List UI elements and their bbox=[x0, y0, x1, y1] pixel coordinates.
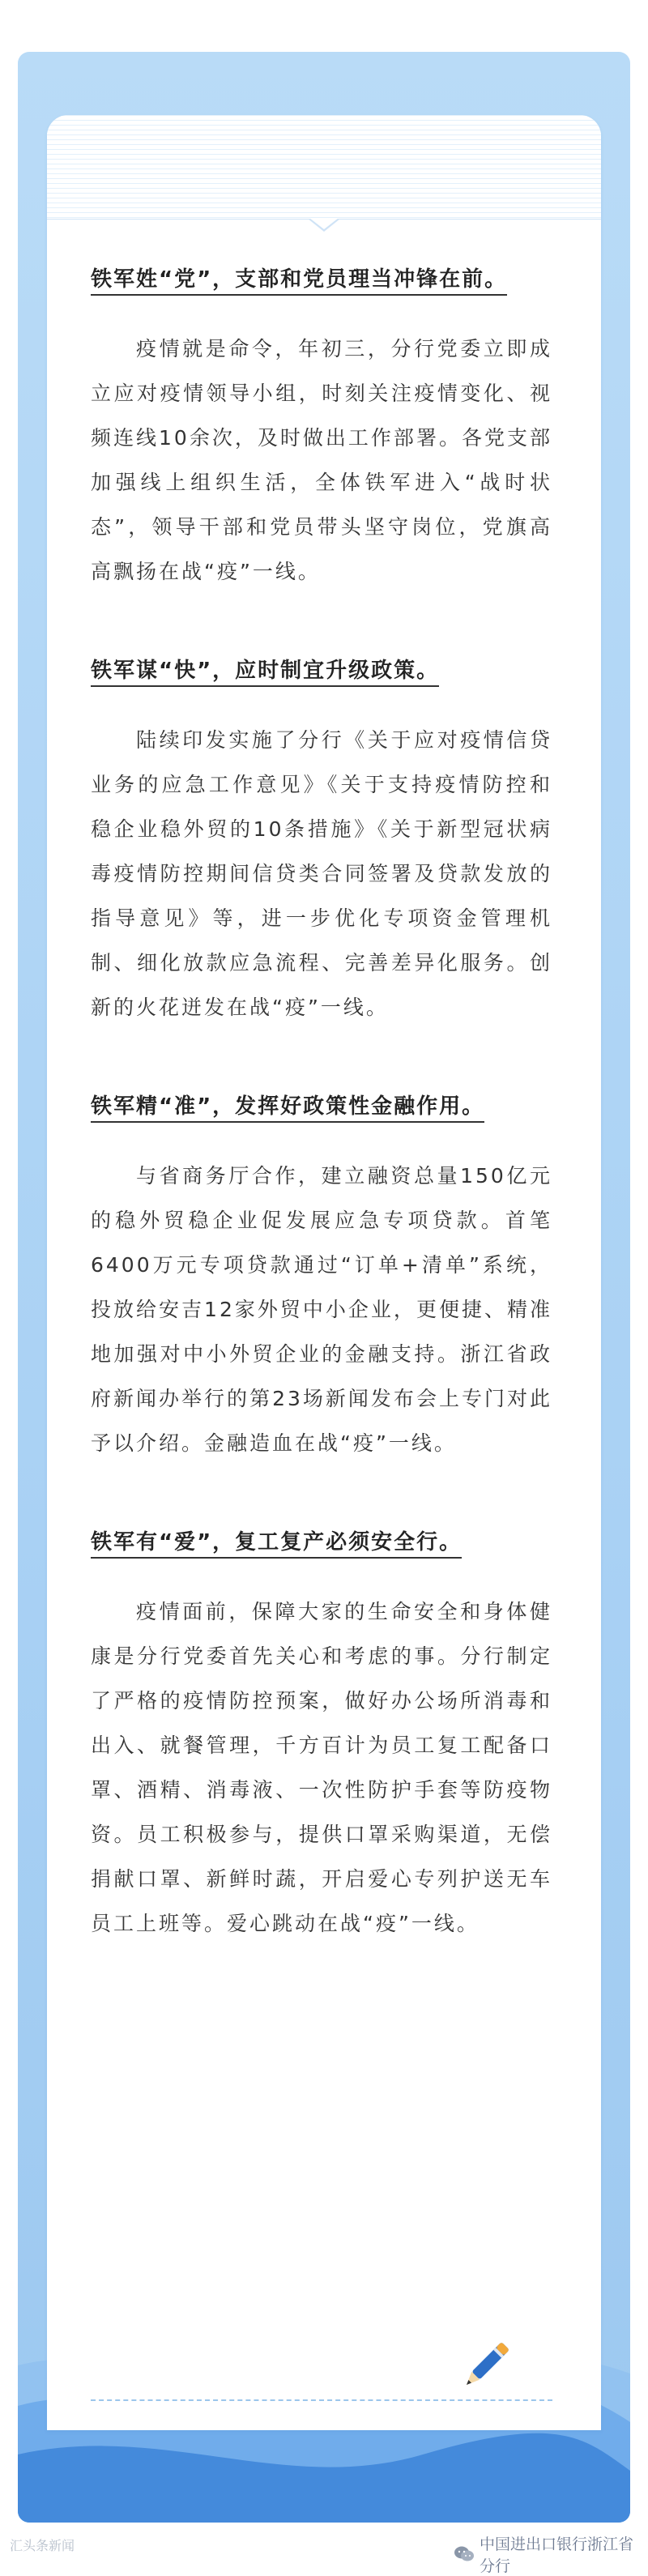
section-body: 与省商务厅合作，建立融资总量150亿元的稳外贸稳企业促发展应急专项贷款。首笔6400万元专项贷款通过“订单+清单”系统，投放给安吉12家外贸中小企业，更便捷、精准地加强对中小外贸企业的金融支持。浙江省政府新闻办举行的第23场新闻发布会上专门对此予以介绍。金融造血在战“疫”一线。 bbox=[91, 1164, 552, 1455]
section-body: 疫情就是命令，年初三，分行党委立即成立应对疫情领导小组，时刻关注疫情变化、视频连线10余次，及时做出工作部署。各党支部加强线上组织生活，全体铁军进入“战时状态”，领导干部和党员带头坚守岗位，党旗高高飘扬在战“疫”一线。 bbox=[91, 337, 552, 583]
card-header-stripes bbox=[47, 115, 601, 220]
section-love bbox=[91, 1522, 552, 1946]
section-title: 铁军精“准”，发挥好政策性金融作用。 bbox=[91, 1094, 484, 1123]
section-precise bbox=[91, 1086, 552, 1465]
section-body: 疫情面前，保障大家的生命安全和身体健康是分行党委首先关心和考虑的事。分行制定了严格的疫情防控预案，做好办公场所消毒和出入、就餐管理，千方百计为员工复工配备口罩、酒精、消毒液、一次性防护手套等防疫物资。员工积极参与，提供口罩采购渠道，无偿捐献口罩、新鲜时蔬，开启爱心专列护送无车员工上班等。爱心跳动在战“疫”一线。 bbox=[91, 1600, 552, 1935]
account-name: 中国进出口银行浙江省分行 bbox=[480, 2535, 634, 2575]
article-content bbox=[91, 259, 552, 2002]
section-body: 陆续印发实施了分行《关于应对疫情信贷业务的应急工作意见》《关于支持疫情防控和稳企业稳外贸的10条措施》《关于新型冠状病毒疫情防控期间信贷类合同签署及贷款发放的指导意见》等，进一步优化专项资金管理机制、细化放款应急流程、完善差异化服务。创新的火花迸发在战“疫”一线。 bbox=[91, 728, 552, 1019]
section-title: 铁军有“爱”，复工复产必须安全行。 bbox=[91, 1530, 462, 1559]
dashed-divider bbox=[91, 2399, 552, 2401]
account-watermark bbox=[454, 2532, 648, 2576]
section-fast bbox=[91, 650, 552, 1030]
section-title: 铁军姓“党”，支部和党员理当冲锋在前。 bbox=[91, 267, 507, 296]
wechat-icon bbox=[454, 2545, 475, 2563]
pen-icon bbox=[454, 2333, 518, 2398]
section-title: 铁军谋“快”，应时制宜升级政策。 bbox=[91, 659, 439, 687]
card-notch bbox=[309, 218, 339, 229]
watermark-text: 汇头条新闻 bbox=[10, 2538, 75, 2553]
section-party bbox=[91, 259, 552, 594]
